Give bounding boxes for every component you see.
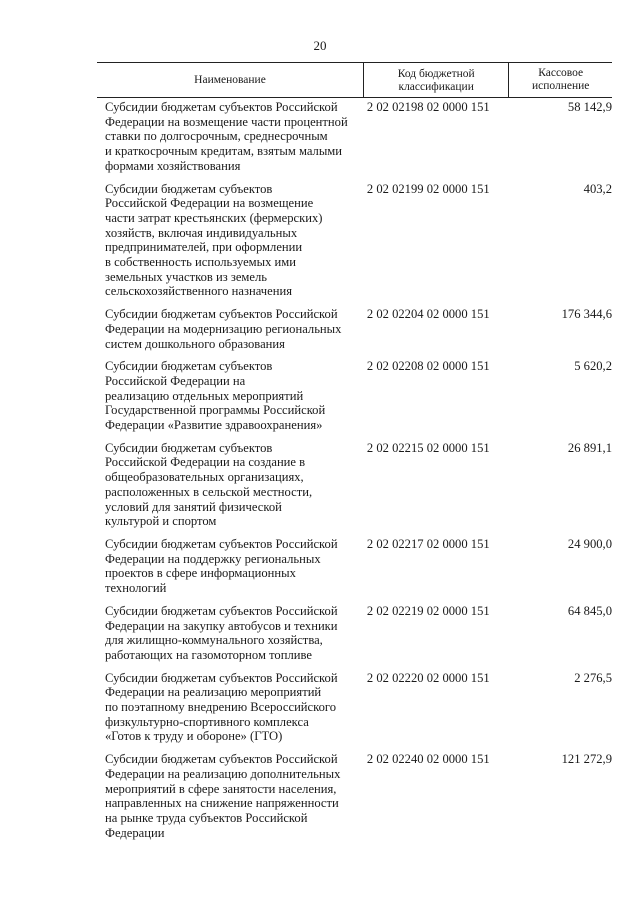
page-number: 20	[313, 38, 327, 53]
column-header-name: Наименование	[97, 63, 364, 97]
row-code: 2 02 02219 02 0000 151	[366, 603, 490, 618]
row-amount: 64 845,0	[567, 603, 612, 618]
table-row	[97, 182, 612, 300]
table-row	[97, 604, 612, 663]
row-code: 2 02 02220 02 0000 151	[366, 670, 490, 685]
row-name: Субсидии бюджетам субъектов Российской Федерации на поддержку региональных проектов в сфере информационных технологий	[105, 536, 338, 596]
row-name: Субсидии бюджетам субъектов Российской Федерации на создание в общеобразовательных организациях, расположенных в сельской местности, условий для занятий физической культурой и спортом	[105, 440, 313, 529]
row-name: Субсидии бюджетам субъектов Российской Федерации на закупку автобусов и техники для жилищно-коммунального хозяйства, работающих на газомоторном топливе	[105, 603, 338, 662]
row-amount: 26 891,1	[567, 440, 612, 455]
row-amount: 2 276,5	[574, 670, 612, 685]
row-name: Субсидии бюджетам субъектов Российской Федерации на возмещение части затрат крестьянских (фермерских) хозяйств, включая индивидуальных предпринимателей, при оформлении в собственность используемых ими земельных участков из земель сельскохозяйственного назначения	[105, 181, 323, 299]
table-body	[97, 100, 612, 848]
table-row	[97, 307, 612, 351]
table-row	[97, 537, 612, 596]
table-row	[97, 359, 612, 433]
table-row	[97, 671, 612, 745]
row-amount: 5 620,2	[574, 359, 612, 374]
row-amount: 176 344,6	[561, 307, 612, 322]
row-code: 2 02 02208 02 0000 151	[366, 359, 490, 374]
row-name: Субсидии бюджетам субъектов Российской Федерации на реализацию мероприятий по поэтапному внедрению Всероссийского физкультурно-спортивного комплекса «Готов к труду и обороне» (ГТО)	[105, 670, 338, 744]
row-name: Субсидии бюджетам субъектов Российской Федерации на модернизацию региональных систем дошкольного образования	[105, 307, 342, 351]
row-name: Субсидии бюджетам субъектов Российской Федерации на реализацию дополнительных мероприятий в сфере занятости населения, направленных на снижение напряженности на рынке труда субъектов Российской Федерации	[105, 752, 341, 840]
row-name: Субсидии бюджетам субъектов Российской Федерации на реализацию отдельных мероприятий Государственной программы Российской Федерации «Развитие здравоохранения»	[105, 359, 326, 433]
row-code: 2 02 02217 02 0000 151	[366, 536, 490, 551]
row-amount: 121 272,9	[561, 752, 612, 767]
column-header-code: Код бюджетной классификации	[364, 63, 509, 97]
row-amount: 58 142,9	[567, 100, 612, 114]
row-code: 2 02 02215 02 0000 151	[366, 440, 490, 455]
table-row	[97, 100, 612, 174]
table-row	[97, 752, 612, 840]
row-code: 2 02 02204 02 0000 151	[366, 307, 490, 322]
row-code: 2 02 02198 02 0000 151	[366, 100, 490, 114]
table-row	[97, 441, 612, 529]
column-header-amount: Кассовое исполнение	[531, 67, 590, 92]
row-code: 2 02 02199 02 0000 151	[366, 181, 490, 196]
row-code: 2 02 02240 02 0000 151	[366, 752, 490, 767]
row-amount: 403,2	[583, 181, 612, 196]
row-amount: 24 900,0	[567, 536, 612, 551]
row-name: Субсидии бюджетам субъектов Российской Федерации на возмещение части процентной ставки по долгосрочным, среднесрочным и краткосрочным кредитам, взятым малыми формами хозяйствования	[105, 100, 348, 173]
table-header	[97, 62, 612, 98]
